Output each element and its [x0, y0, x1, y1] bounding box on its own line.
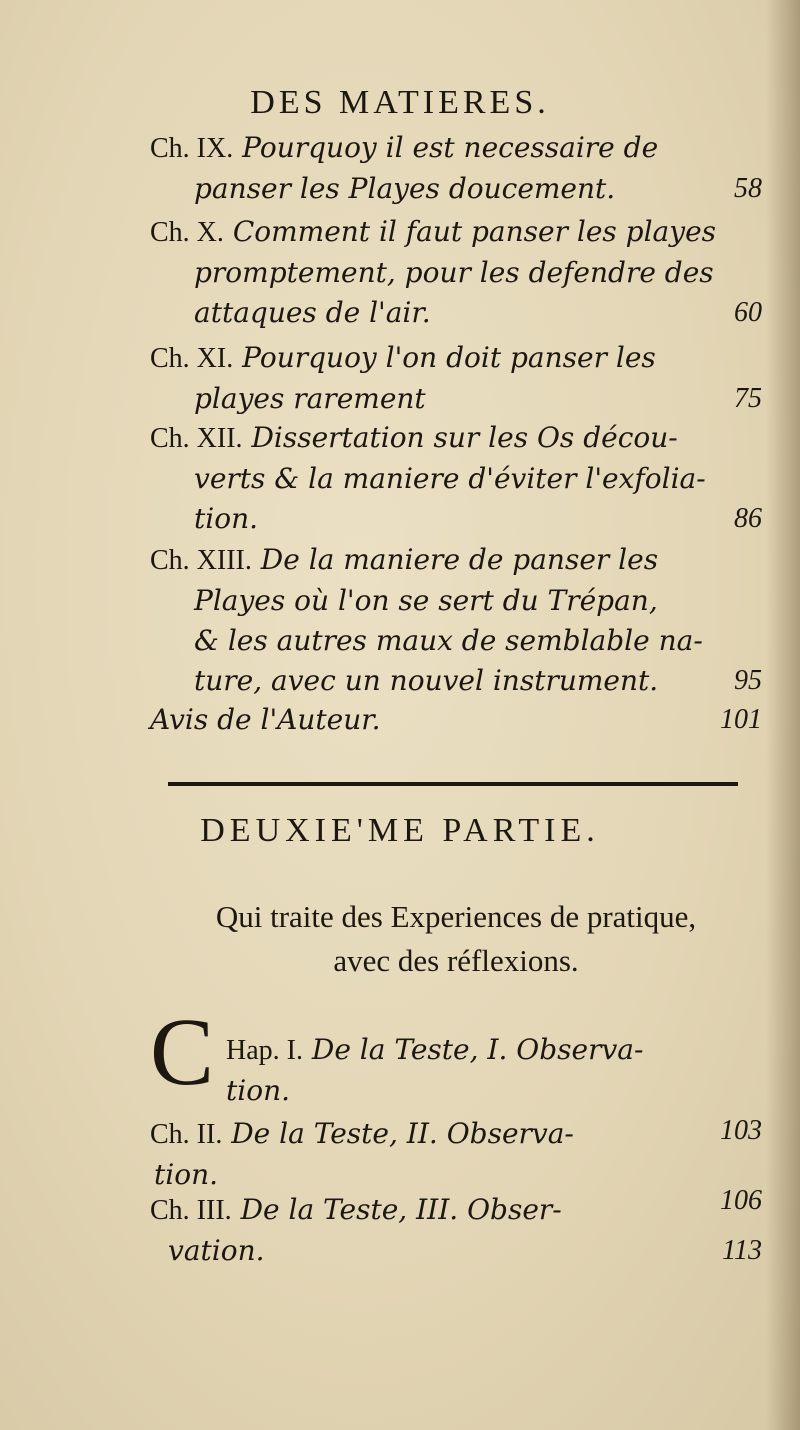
chapter-title: De la Teste, I. Observa-	[311, 1033, 644, 1066]
part-title: DEUXIE'ME PARTIE.	[200, 812, 600, 849]
page-number: 75	[734, 383, 762, 414]
chapter-title-cont: ture, avec un nouvel instrument. 95	[150, 661, 762, 701]
chapter-title: Dissertation sur les Os décou-	[251, 421, 678, 454]
chapter-title-cont: promptement, pour les defendre des	[194, 256, 714, 289]
chapter-number: Ch. XI.	[150, 343, 234, 374]
chapter-number: Hap. I.	[226, 1035, 303, 1066]
chapter-title-cont: playes rarement 75	[150, 379, 762, 419]
chapter-title: De la Teste, II. Observa-	[231, 1117, 574, 1150]
chapter-title: De la maniere de panser les	[260, 543, 659, 576]
page-number: 103	[720, 1115, 762, 1146]
chapter-title-cont: tion.	[226, 1074, 290, 1107]
chapter-number: Ch. XII.	[150, 423, 243, 454]
page-number: 86	[734, 503, 762, 534]
chapter-title-cont: panser les Playes doucement. 58	[150, 169, 762, 209]
chapter-title: Comment il faut panser les playes	[232, 215, 717, 248]
page-number: 113	[722, 1235, 762, 1266]
chapter-title: De la Teste, III. Obser-	[240, 1193, 562, 1226]
chapter-number: Ch. XIII.	[150, 545, 252, 576]
chapter-title-cont: tion.	[154, 1158, 218, 1191]
chapter-title-cont: Playes où l'on se sert du Trépan,	[194, 584, 658, 617]
page-number: 58	[734, 173, 762, 204]
chapter-title-cont: attaques de l'air. 60	[150, 293, 762, 333]
page-header: DES MATIERES.	[250, 84, 550, 121]
horizontal-rule	[168, 782, 738, 786]
page-number: 95	[734, 665, 762, 696]
toc-entry	[150, 338, 762, 419]
drop-cap: C	[150, 998, 215, 1105]
toc-entry	[150, 1190, 762, 1271]
subtitle-line: avec des réflexions.	[333, 943, 579, 978]
toc-entry	[150, 700, 762, 740]
page-number: 60	[734, 297, 762, 328]
subtitle-line: Qui traite des Experiences de pratique,	[215, 899, 697, 934]
chapter-title-cont: & les autres maux de semblable na-	[194, 624, 703, 657]
toc-entry	[150, 128, 762, 209]
chapter-number: Ch. X.	[150, 217, 224, 248]
page-number: 106	[720, 1185, 762, 1216]
chapter-title-cont: tion. 86	[150, 499, 762, 539]
chapter-number: Ch. IX.	[150, 133, 234, 164]
toc-entry	[150, 212, 762, 333]
toc-entry	[150, 418, 762, 539]
chapter-number: Ch. III.	[150, 1195, 232, 1226]
chapter-title-cont: vation. 113	[150, 1231, 762, 1271]
toc-entry	[150, 540, 762, 701]
chapter-title-cont: verts & la maniere d'éviter l'exfolia-	[194, 462, 706, 495]
chapter-title: Avis de l'Auteur.	[150, 703, 381, 736]
part-subtitle	[150, 895, 762, 983]
chapter-title: Pourquoy l'on doit panser les	[242, 341, 656, 374]
chapter-number: Ch. II.	[150, 1119, 223, 1150]
chapter-title: Pourquoy il est necessaire de	[242, 131, 659, 164]
page-number: 101	[720, 704, 762, 735]
